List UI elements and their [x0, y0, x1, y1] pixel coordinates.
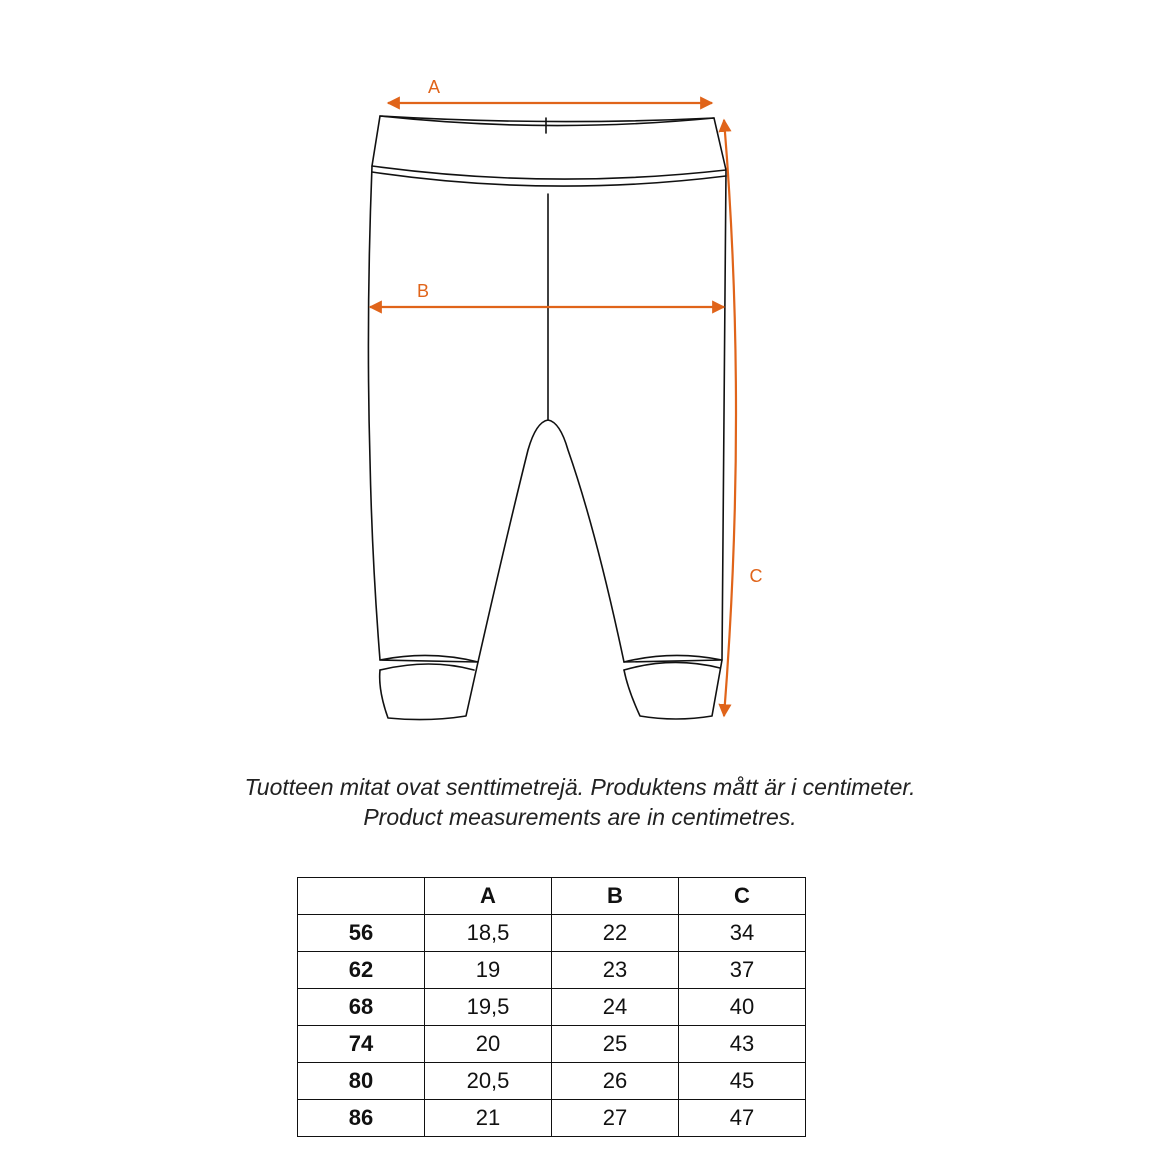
size-cell: 80: [298, 1063, 425, 1100]
value-a-cell: 20,5: [425, 1063, 552, 1100]
header-size: [298, 878, 425, 915]
table-row: [298, 1026, 806, 1063]
value-a-cell: 18,5: [425, 915, 552, 952]
value-a-cell: 21: [425, 1100, 552, 1137]
value-a-cell: 19: [425, 952, 552, 989]
table-header-row: [298, 878, 806, 915]
pants-outline: [368, 116, 726, 720]
size-cell: 86: [298, 1100, 425, 1137]
table-row: [298, 1100, 806, 1137]
value-b-cell: 26: [552, 1063, 679, 1100]
value-a-cell: 20: [425, 1026, 552, 1063]
value-b-cell: 25: [552, 1026, 679, 1063]
right-cuff-line: [624, 662, 720, 670]
size-cell: 62: [298, 952, 425, 989]
header-a: A: [425, 878, 552, 915]
value-b-cell: 22: [552, 915, 679, 952]
measure-b-label: B: [416, 281, 430, 301]
size-cell: 74: [298, 1026, 425, 1063]
value-c-cell: 47: [679, 1100, 806, 1137]
table-row: [298, 989, 806, 1026]
measure-c-label: C: [749, 566, 763, 586]
caption-line-1: Tuotteen mitat ovat senttimetrejä. Produktens mått är i centimeter.: [244, 774, 916, 800]
value-c-cell: 45: [679, 1063, 806, 1100]
table-row: [298, 915, 806, 952]
table-row: [298, 1063, 806, 1100]
size-cell: 68: [298, 989, 425, 1026]
value-c-cell: 37: [679, 952, 806, 989]
caption-line-2: Product measurements are in centimetres.: [363, 804, 797, 830]
value-b-cell: 23: [552, 952, 679, 989]
size-table: [297, 877, 806, 1137]
header-c: C: [679, 878, 806, 915]
header-b: B: [552, 878, 679, 915]
value-b-cell: 24: [552, 989, 679, 1026]
value-b-cell: 27: [552, 1100, 679, 1137]
value-c-cell: 40: [679, 989, 806, 1026]
value-c-cell: 34: [679, 915, 806, 952]
left-cuff-line: [380, 664, 474, 670]
value-a-cell: 19,5: [425, 989, 552, 1026]
measure-a-label: A: [427, 77, 441, 97]
value-c-cell: 43: [679, 1026, 806, 1063]
size-cell: 56: [298, 915, 425, 952]
table-row: [298, 952, 806, 989]
left-cuff: [380, 655, 478, 719]
